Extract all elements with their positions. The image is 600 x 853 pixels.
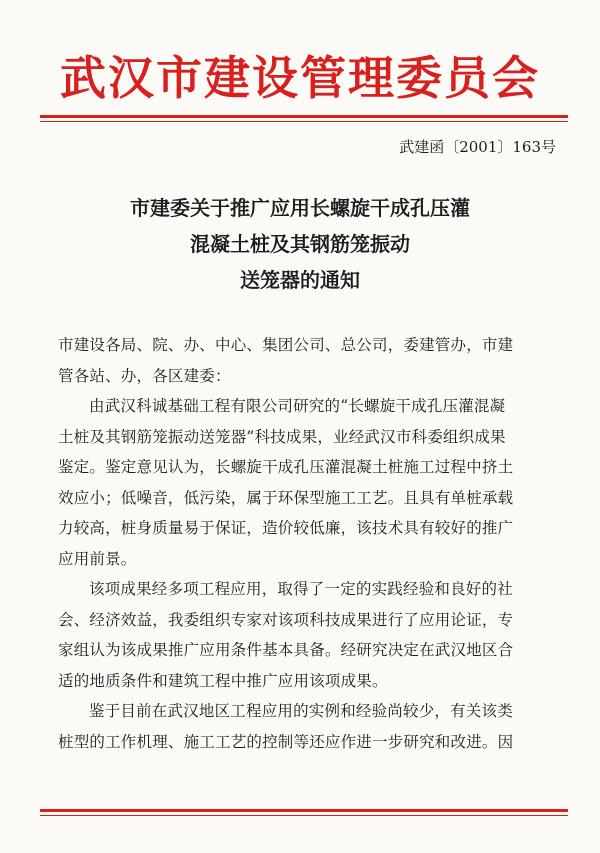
text-line: 鉴于目前在武汉地区工程应用的实例和经验尚较少，有关该类	[89, 702, 513, 720]
text-line: 会、经济效益，我委组织专家对该项科技成果进行了应用论证，专	[58, 610, 514, 629]
text-line: 鉴定。鉴定意见认为，长螺旋干成孔压灌混凝土桩施工过程中挤土	[58, 458, 514, 476]
text-line: 力较高，桩身质量易于保证，造价较低廉，该技术具有较好的推广	[58, 519, 514, 537]
notice-body	[58, 330, 558, 757]
text-line: 由武汉科诚基础工程有限公司研究的“长螺旋干成孔压灌混凝	[89, 397, 506, 415]
footer-rule-thick	[40, 809, 568, 812]
text-line: 家组认为该成果推广应用条件基本具备。经研究决定在武汉地区合	[58, 641, 514, 659]
notice-title-line: 送笼器的通知	[240, 268, 360, 292]
text-line: 桩型的工作机理、施工工艺的控制等还应作进一步研究和改进。因	[58, 732, 514, 751]
text-line: 市建设各局、院、办、中心、集团公司、总公司，委建管办，市建	[58, 336, 514, 354]
notice-title-line: 市建委关于推广应用长螺旋干成孔压灌	[130, 196, 470, 220]
text-line: 土桩及其钢筋笼振动送笼器”科技成果，业经武汉市科委组织成果	[58, 427, 506, 446]
text-line: 适的地质条件和建筑工程中推广应用该项成果。	[58, 671, 388, 690]
footer-rule-thin	[40, 815, 568, 816]
notice-title	[0, 190, 600, 298]
body-paragraph	[58, 391, 558, 574]
issuing-authority-header: 武汉市建设管理委员会	[60, 51, 540, 105]
text-line: 该项成果经多项工程应用，取得了一定的实践经验和良好的社	[89, 580, 513, 598]
header-rule-thick	[40, 115, 568, 118]
body-paragraph	[58, 574, 558, 696]
addressee-paragraph	[58, 330, 558, 391]
text-line: 管各站、办，各区建委：	[58, 366, 231, 385]
notice-title-line: 混凝土桩及其钢筋笼振动	[190, 232, 410, 256]
document-number: 武建函〔2001〕163号	[399, 138, 556, 156]
body-paragraph	[58, 696, 558, 757]
text-line: 应用前景。	[58, 549, 137, 568]
text-line: 效应小；低噪音，低污染，属于环保型施工工艺。且具有单桩承载	[58, 488, 514, 507]
header-rule-thin	[40, 121, 568, 122]
